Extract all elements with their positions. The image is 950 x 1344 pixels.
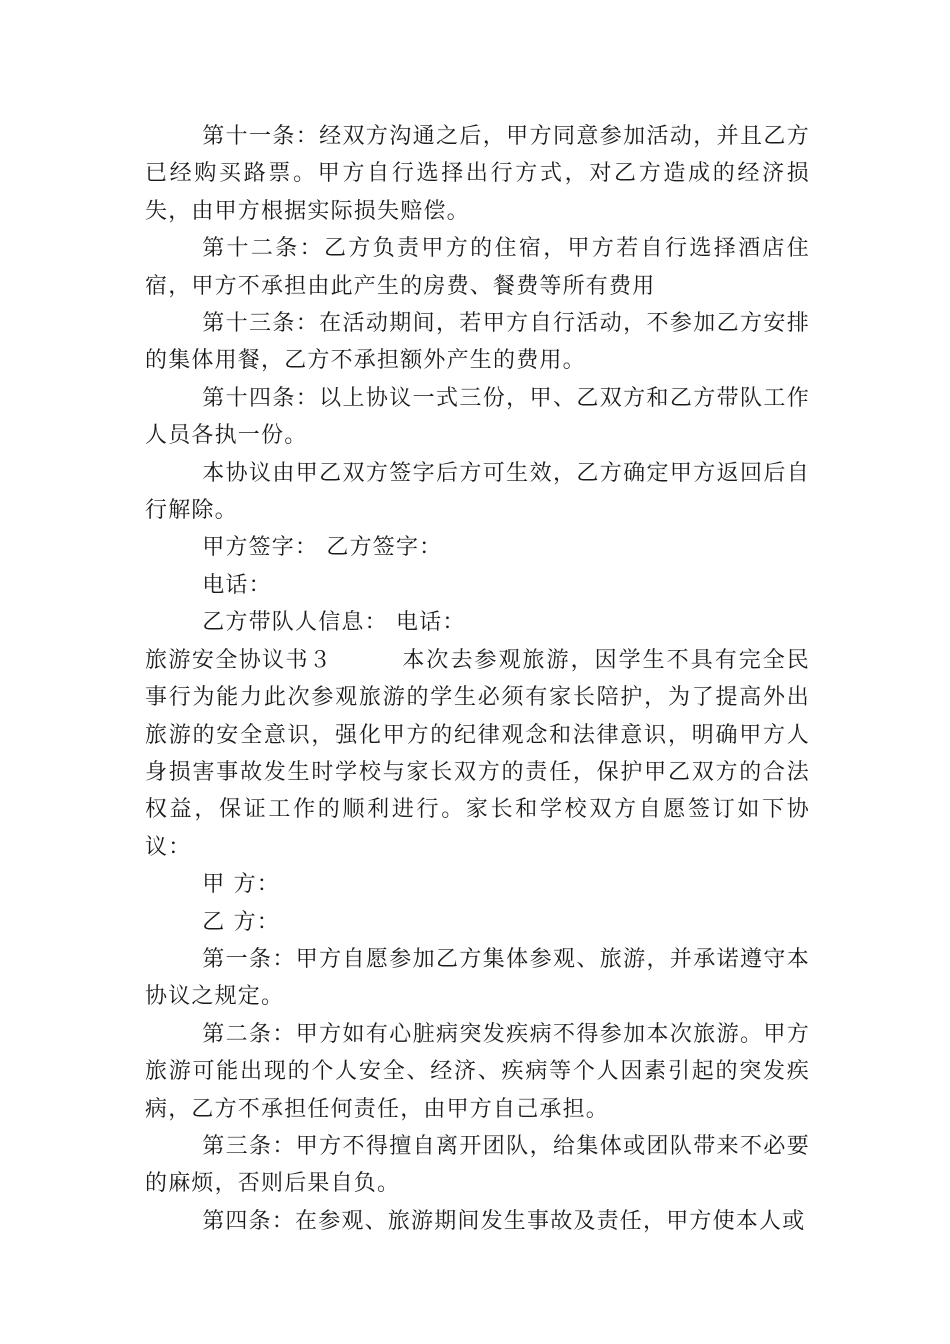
- article-12: 第十二条：乙方负责甲方的住宿，甲方若自行选择酒店住宿，甲方不承担由此产生的房费、餐费等所有费用: [145, 236, 810, 299]
- article-11: 第十一条：经双方沟通之后，甲方同意参加活动，并且乙方已经购买路票。甲方自行选择出行方式，对乙方造成的经济损失，由甲方根据实际损失赔偿。: [145, 124, 810, 224]
- article-13: 第十三条：在活动期间，若甲方自行活动，不参加乙方安排的集体用餐，乙方不承担额外产生的费用。: [145, 311, 810, 374]
- article-1: 第一条：甲方自愿参加乙方集体参观、旅游，并承诺遵守本协议之规定。: [145, 946, 810, 1010]
- article-3: 第三条：甲方不得擅自离开团队，给集体或团队带来不必要的麻烦，否则后果自负。: [145, 1133, 810, 1197]
- section-intro-text: 本次去参观旅游，因学生不具有完全民事行为能力此次参观旅游的学生必须有家长陪护，为了提高外出旅游的安全意识，强化甲方的纪律观念和法律意识，明确甲方人身损害事故发生时学校与家长双方的责任，保护甲乙双方的合法权益，保证工作的顺利进行。家长和学校双方自愿签订如下协议：: [145, 647, 810, 860]
- phone-line: 电话：: [202, 572, 272, 598]
- article-14: 第十四条：以上协议一式三份，甲、乙双方和乙方带队工作人员各执一份。: [145, 385, 810, 449]
- effectiveness-clause: 本协议由甲乙双方签字后方可生效，乙方确定甲方返回后自行解除。: [145, 460, 810, 524]
- party-b-line: 乙 方：: [202, 909, 280, 935]
- document-body: [145, 118, 810, 1240]
- signature-line: 甲方签字： 乙方签字：: [202, 535, 443, 561]
- article-2: 第二条：甲方如有心脏病突发疾病不得参加本次旅游。甲方旅游可能出现的个人安全、经济、疾病等个人因素引起的突发疾病，乙方不承担任何责任，由甲方自己承担。: [145, 1021, 810, 1122]
- leader-info-line: 乙方带队人信息： 电话：: [202, 610, 466, 636]
- section-3-intro-paragraph: [145, 642, 810, 866]
- party-a-line: 甲 方：: [202, 872, 280, 898]
- article-4: 第四条：在参观、旅游期间发生事故及责任，甲方使本人或: [202, 1208, 806, 1234]
- section-title: 旅游安全协议书３: [145, 647, 333, 673]
